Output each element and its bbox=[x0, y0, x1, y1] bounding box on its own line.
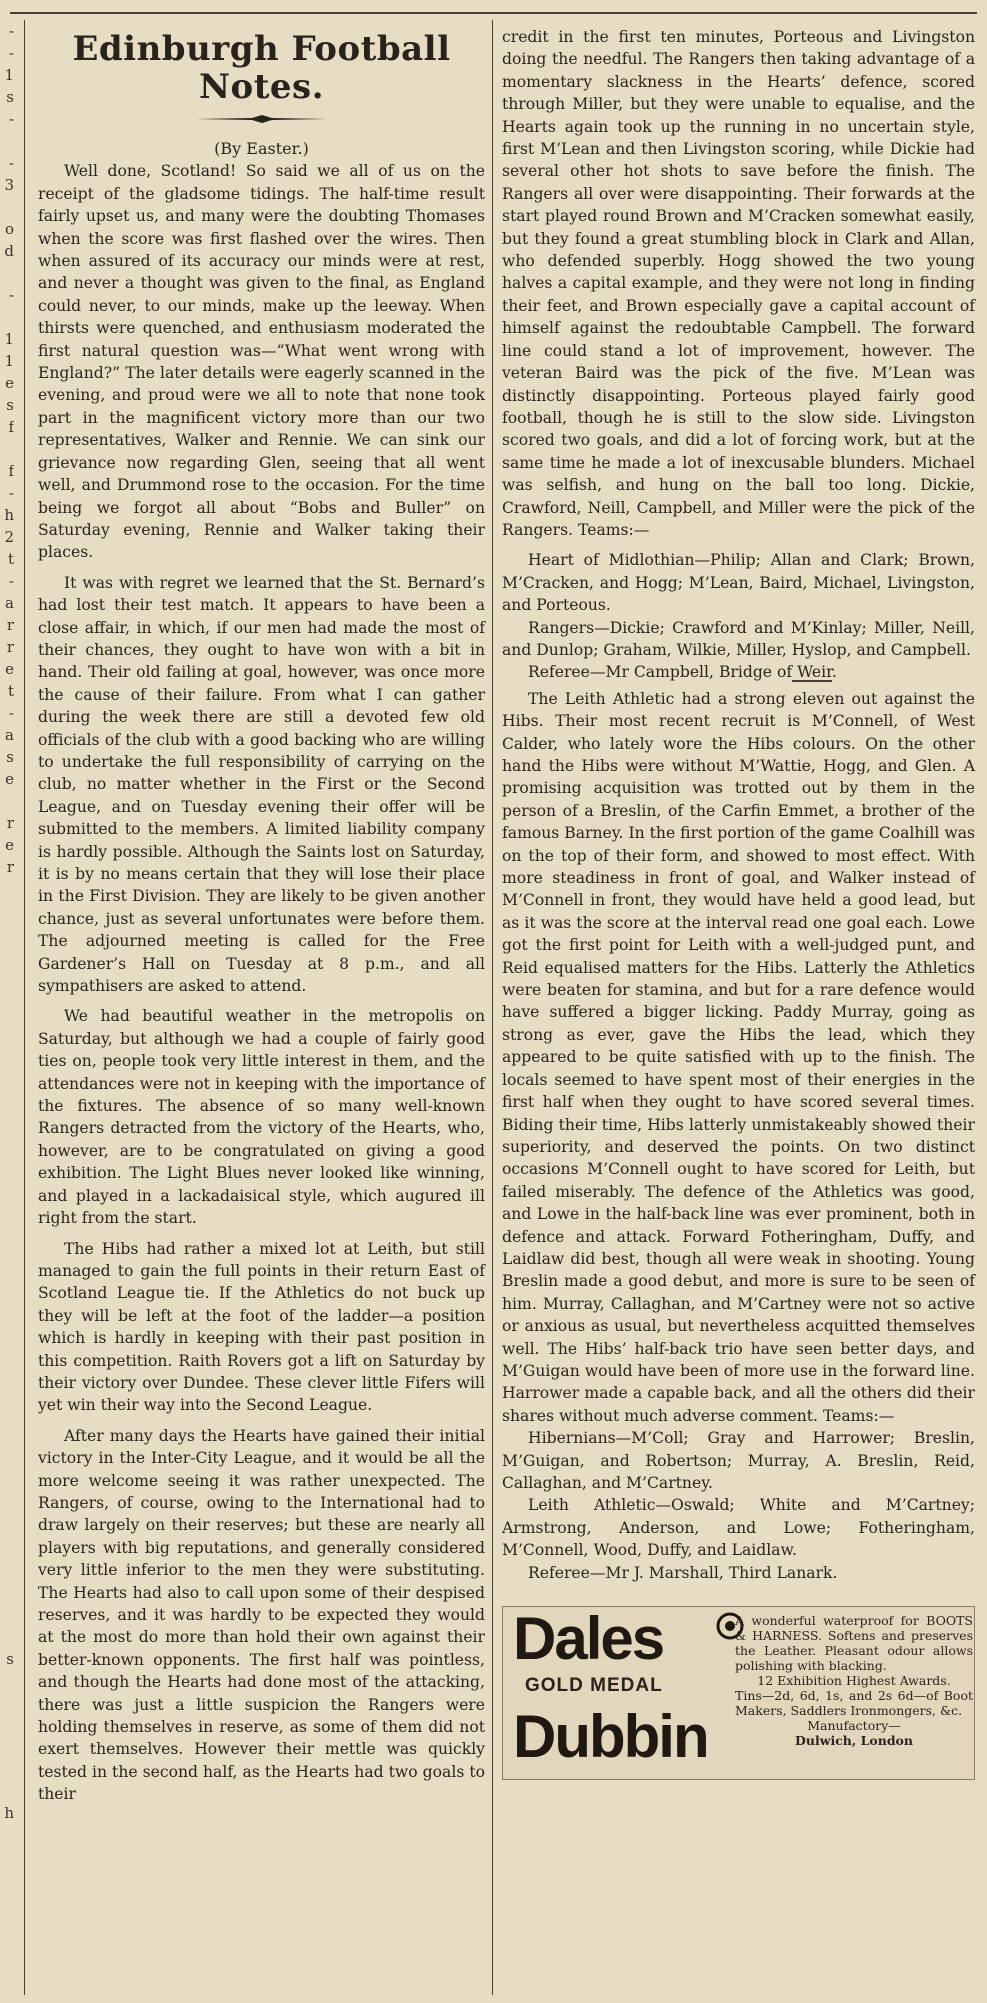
column-rule-left bbox=[24, 20, 25, 1995]
strip-glyph bbox=[0, 1142, 14, 1164]
strip-glyph bbox=[0, 1406, 14, 1428]
strip-glyph: e bbox=[5, 660, 14, 678]
strip-glyph bbox=[0, 1450, 14, 1472]
strip-glyph bbox=[0, 196, 14, 218]
paragraph: After many days the Hearts have gained their initial victory in the Inter-City League, and it would be all the more welcome seeing it was rather unexpected. The Rangers, of course, owing to the International had to draw largely on their reserves; but these are nearly all players with big reputations, and generally considered very little inferior to the men they were substituting. The Hearts had also to call upon some of their despised reserves, and it was hardly to be expected they would at the most do more than hold their own against their better-known opponents. The first half was pointless, and though the Hearts had done most of the attacking, there was just a little suspicion the Rangers were holding themselves in reserve, as some of them did not exert themselves. However their mettle was quickly tested in the second half, as the Hearts had two goals to their bbox=[38, 1426, 485, 1804]
strip-glyph bbox=[0, 1186, 14, 1208]
strip-glyph bbox=[0, 1076, 14, 1098]
referee-line: Referee—Mr Campbell, Bridge of Weir. bbox=[528, 663, 837, 682]
strip-glyph: h bbox=[4, 506, 14, 524]
strip-glyph bbox=[0, 1582, 14, 1604]
strip-glyph: r bbox=[6, 858, 14, 876]
strip-glyph bbox=[0, 1560, 14, 1582]
strip-glyph bbox=[0, 1494, 14, 1516]
strip-glyph bbox=[0, 1428, 14, 1450]
strip-glyph bbox=[0, 1208, 14, 1230]
strip-glyph bbox=[0, 1318, 14, 1340]
strip-glyph: r bbox=[6, 814, 14, 832]
paragraph: The Hibs had rather a mixed lot at Leith, but still managed to gain the full points in their return East of Scotland League tie. If the Athletics do not buck up they will be left at the foot of the ladder—a position which is hardly in keeping with their past position in this competition. Raith Rovers got a lift on Saturday by their victory over Dundee. These clever little Fifers will yet win their way into the Second League. bbox=[38, 1239, 485, 1415]
strip-glyph bbox=[0, 130, 14, 152]
strip-glyph bbox=[0, 1868, 14, 1890]
strip-glyph: 3 bbox=[4, 176, 14, 194]
strip-glyph: 2 bbox=[4, 528, 14, 546]
strip-glyph: t bbox=[7, 550, 14, 568]
strip-glyph: o bbox=[4, 220, 14, 238]
strip-glyph: f bbox=[8, 418, 14, 436]
strip-glyph bbox=[0, 306, 14, 328]
ad-prices: Tins—2d, 6d, 1s, and 2s 6d—of Boot Makers, Saddlers Ironmongers, &c. bbox=[735, 1688, 973, 1719]
strip-glyph: 1 bbox=[4, 352, 14, 370]
paragraph: It was with regret we learned that the St. Bernard’s had lost their test match. It appears to have been a close affair, in which, if our men had made the most of their chances, they ought to have won with a bit in hand. Their old failing at goal, however, was once more the cause of their failure. From what I can gather during the week there are still a devoted few old officials of the club with a good backing who are willing to undertake the full responsibility of carrying on the club, no matter whether in the First or the Second League, and on Tuesday evening their offer will be submitted to the members. A limited liability company is hardly possible. Although the Saints lost on Saturday, it is by no means certain that they will lose their place in the First Division. They are likely to be given another chance, just as several unfortunates were before them. The adjourned meeting is called for the Free Gardener’s Hall on Tuesday at 8 p.m., and all sympathisers are asked to attend. bbox=[38, 573, 485, 996]
strip-glyph bbox=[0, 1912, 14, 1934]
article-column-right bbox=[502, 26, 975, 1780]
strip-glyph bbox=[0, 966, 14, 988]
strip-glyph bbox=[0, 1780, 14, 1802]
strip-glyph bbox=[0, 1098, 14, 1120]
ad-awards: 12 Exhibition Highest Awards. bbox=[757, 1673, 951, 1689]
strip-glyph: - bbox=[8, 154, 14, 172]
title-ornament bbox=[197, 114, 327, 124]
ad-maker-place: Dulwich, London bbox=[795, 1733, 913, 1749]
strip-glyph bbox=[0, 1934, 14, 1956]
paragraph: Well done, Scotland! So said we all of us on the receipt of the gladsome tidings. The half-time result fairly upset us, and many were the doubting Thomases when the score was first flashed over the wires. Then when assured of its accuracy our minds were at rest, and never a thought was given to the final, as England could never, to our minds, make up the leeway. When thirsts were quenched, and enthusiasm moderated the first natural question was—“What went wrong with England?” The later details were eagerly scanned in the evening, and proud were we all to note that none took part in the magnificent victory more than our two representatives, Walker and Rennie. We can sink our grievance now regarding Glen, seeing that all went well, and Drummond rose to the occasion. For the time being we forgot all about “Bobs and Buller” on Saturday evening, Rennie and Walker taking their places. bbox=[38, 162, 485, 562]
ad-brand-top: Dales bbox=[513, 1605, 664, 1673]
ad-brand-bottom: Dubbin bbox=[513, 1703, 708, 1771]
strip-glyph bbox=[0, 1516, 14, 1538]
ad-gold-medal: GOLD MEDAL bbox=[525, 1675, 663, 1697]
strip-glyph bbox=[0, 1736, 14, 1758]
strip-glyph bbox=[0, 1472, 14, 1494]
strip-glyph: h bbox=[4, 1804, 14, 1822]
strip-glyph bbox=[0, 1604, 14, 1626]
strip-glyph: a bbox=[5, 594, 14, 612]
article-column-left bbox=[38, 26, 485, 1806]
strip-glyph: - bbox=[8, 286, 14, 304]
strip-glyph: s bbox=[6, 748, 14, 766]
strip-glyph bbox=[0, 1846, 14, 1868]
article-title: Edinburgh Football Notes. bbox=[72, 29, 451, 107]
strip-glyph: d bbox=[4, 242, 14, 260]
column-rule-center bbox=[492, 20, 493, 1995]
byline: (By Easter.) bbox=[214, 139, 309, 158]
strip-glyph bbox=[0, 878, 14, 900]
strip-glyph bbox=[0, 1362, 14, 1384]
team-list-hearts: Heart of Midlothian—Philip; Allan and Clark; Brown, M’Cracken, and Hogg; M’Lean, Baird, Michael, Livingston, and Porteous. bbox=[502, 551, 975, 615]
strip-glyph: - bbox=[8, 110, 14, 128]
strip-glyph bbox=[0, 1824, 14, 1846]
strip-glyph bbox=[0, 1164, 14, 1186]
strip-glyph: s bbox=[6, 88, 14, 106]
dubbin-advertisement bbox=[502, 1606, 975, 1780]
strip-glyph: e bbox=[5, 770, 14, 788]
strip-glyph bbox=[0, 1252, 14, 1274]
strip-glyph bbox=[0, 922, 14, 944]
strip-glyph bbox=[0, 1692, 14, 1714]
strip-glyph: f bbox=[8, 462, 14, 480]
paragraph: We had beautiful weather in the metropolis on Saturday, but although we had a couple of fairly good ties on, people took very little interest in them, and the attendances were not in keeping with the importance of the fixtures. The absence of so many well-known Rangers detracted from the victory of the Hearts, who, however, are to be congratulated on giving a good exhibition. The Light Blues never looked like winning, and played in a lackadaisical style, which augured ill right from the start. bbox=[38, 1007, 485, 1228]
strip-glyph: - bbox=[8, 704, 14, 722]
strip-glyph bbox=[0, 900, 14, 922]
adjacent-column-fragment bbox=[0, 20, 14, 1980]
strip-glyph: - bbox=[8, 572, 14, 590]
strip-glyph bbox=[0, 1714, 14, 1736]
top-rule bbox=[10, 12, 977, 14]
strip-glyph bbox=[0, 1978, 14, 1980]
strip-glyph: t bbox=[7, 682, 14, 700]
strip-glyph bbox=[0, 1010, 14, 1032]
strip-glyph bbox=[0, 1384, 14, 1406]
strip-glyph: - bbox=[8, 22, 14, 40]
strip-glyph bbox=[0, 944, 14, 966]
strip-glyph bbox=[0, 1054, 14, 1076]
strip-glyph bbox=[0, 1296, 14, 1318]
strip-glyph: r bbox=[6, 638, 14, 656]
strip-glyph bbox=[0, 1274, 14, 1296]
strip-glyph: 1 bbox=[4, 330, 14, 348]
strip-glyph bbox=[0, 1626, 14, 1648]
strip-glyph bbox=[0, 1890, 14, 1912]
team-list-rangers: Rangers—Dickie; Crawford and M’Kinlay; Miller, Neill, and Dunlop; Graham, Wilkie, Miller, Hyslop, and Campbell. bbox=[502, 618, 975, 659]
paragraph: credit in the first ten minutes, Porteous and Livingston doing the needful. The Rangers then taking advantage of a momentary slackness in the Hearts’ defence, scored through Miller, but they were unable to equalise, and the Hearts again took up the running in no uncertain style, first M’Lean and then Livingston scoring, while Dickie had several other hot shots to save before the finish. The Rangers all over were disappointing. Their forwards at the start played round Brown and M’Cracken somewhat easily, but they found a great stumbling block in Clark and Allan, who defended superbly. Hogg showed the two young halves a capital example, and they were not long in finding their feet, and Brown especially gave a capital account of himself against the redoubtable Campbell. The forward line could stand a lot of improvement, however. The veteran Baird was the pick of the five. M’Lean was distinctly disappointing. Porteous played fairly good football, though he is still to the slow side. Livingston scored two goals, and did a lot of forcing work, but at the same time he made a lot of inexcusable blunders. Michael was selfish, and hung on the ball too long. Dickie, Crawford, Neill, Campbell, and Miller were the pick of the Rangers. Teams:— bbox=[502, 28, 975, 539]
ad-maker-label: Manufactory— bbox=[807, 1718, 901, 1734]
strip-glyph: 1 bbox=[4, 66, 14, 84]
strip-glyph: s bbox=[6, 1650, 14, 1668]
strip-glyph bbox=[0, 1956, 14, 1978]
team-list-leith: Leith Athletic—Oswald; White and M’Cartney; Armstrong, Anderson, and Lowe; Fotheringham, M’Connell, Wood, Duffy, and Laidlaw. bbox=[502, 1496, 975, 1560]
strip-glyph bbox=[0, 988, 14, 1010]
strip-glyph: - bbox=[8, 44, 14, 62]
strip-glyph bbox=[0, 438, 14, 460]
ad-copy bbox=[735, 1613, 973, 1748]
team-list-hibernians: Hibernians—M’Coll; Gray and Harrower; Breslin, M’Guigan, and Robertson; Murray, A. Breslin, Reid, Callaghan, and M’Cartney. bbox=[502, 1429, 975, 1492]
strip-glyph: - bbox=[8, 484, 14, 502]
strip-glyph bbox=[0, 1120, 14, 1142]
strip-glyph bbox=[0, 1230, 14, 1252]
strip-glyph: e bbox=[5, 836, 14, 854]
strip-glyph bbox=[0, 790, 14, 812]
strip-glyph bbox=[0, 1340, 14, 1362]
strip-glyph bbox=[0, 1032, 14, 1054]
strip-glyph bbox=[0, 1670, 14, 1692]
strip-glyph: a bbox=[5, 726, 14, 744]
strip-glyph bbox=[0, 262, 14, 284]
ad-description: A wonderful waterproof for BOOTS & HARNESS. Softens and preserves the Leather. Pleasant odour allows polishing with blacking. bbox=[735, 1613, 973, 1674]
strip-glyph bbox=[0, 1538, 14, 1560]
strip-glyph: s bbox=[6, 396, 14, 414]
paragraph: The Leith Athletic had a strong eleven out against the Hibs. Their most recent recruit is M’Connell, of West Calder, who lately wore the Hibs colours. On the other hand the Hibs were without M’Wattie, Hogg, and Glen. A promising acquisition was trotted out by them in the person of a Breslin, of the Carfin Emmet, a brother of the famous Barney. In the first portion of the game Coalhill was on the top of their form, and showed to most effect. With more steadiness in front of goal, and Walker instead of M’Connell in front, they would have held a good lead, but as it was the score at the interval read one goal each. Lowe got the first point for Leith with a well-judged punt, and Reid equalised matters for the Hibs. Latterly the Athletics were beaten for stamina, and but for a rare defence would have suffered a bigger licking. Paddy Murray, going as strong as ever, gave the Hibs the lead, which they appeared to be quite satisfied with up to the finish. The locals seemed to have spent most of their energies in the first half when they ought to have scored several times. Biding their time, Hibs latterly unmistakeably showed their superiority, and deserved the points. On two distinct occasions M’Connell ought to have scored for Leith, but failed miserably. The defence of the Athletics was good, and Lowe in the half-back line was ever prominent, both in defence and attack. Forward Fotheringham, Duffy, and Laidlaw did best, though all were weak in shooting. Young Breslin made a good debut, and more is sure to be seen of him. Murray, Callaghan, and M’Cartney were not so active or anxious as usual, but nevertheless acquitted themselves well. The Hibs’ half-back trio have seen better days, and M’Guigan would have been of more use in the forward line. Harrower made a capable back, and all the others did their shares without much adverse comment. Teams:— bbox=[502, 689, 975, 1425]
referee-line: Referee—Mr J. Marshall, Third Lanark. bbox=[528, 1563, 838, 1582]
strip-glyph: r bbox=[6, 616, 14, 634]
strip-glyph bbox=[0, 1758, 14, 1780]
strip-glyph: e bbox=[5, 374, 14, 392]
